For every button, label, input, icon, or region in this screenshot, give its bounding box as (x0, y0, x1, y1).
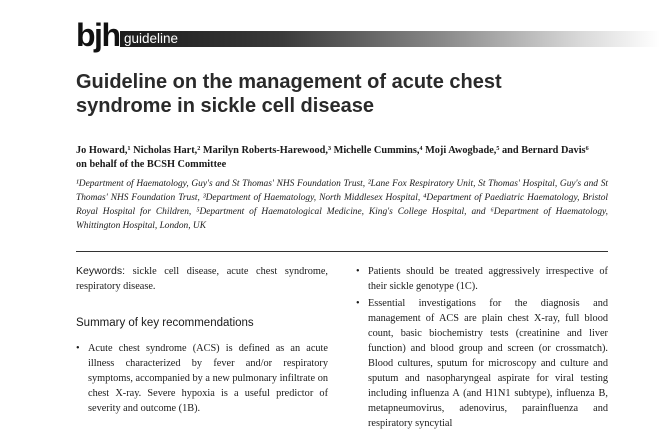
left-bullet-list (76, 341, 328, 416)
right-bullet-list (356, 264, 608, 431)
article-title: Guideline on the management of acute chest syndrome in sickle cell disease (76, 71, 502, 117)
list-item (356, 296, 608, 431)
author-list: Jo Howard,¹ Nicholas Hart,² Marilyn Roberts-Harewood,³ Michelle Cummins,⁴ Moji Awogbade,⁵ and Bernard Davis⁶ on behalf of the BCSH Committee (76, 145, 589, 170)
list-item-text: Patients should be treated aggressively irrespective of their sickle genotype (1C). (368, 266, 608, 292)
list-item (76, 341, 328, 416)
right-column (356, 264, 608, 433)
list-item (356, 264, 608, 294)
affiliations: ¹Department of Haematology, Guy's and St Thomas' NHS Foundation Trust, ²Lane Fox Respiratory Unit, St Thomas' Hospital, Guy's and St Thomas' NHS Foundation Trust, ³Department of Haematology, North Middlesex Hospital, ⁴Department of Paediatric Haematology, Bristol Royal Hospital for Children, ⁵Department of Haematological Medicine, King's College Hospital, and ⁶Department of Haematology, Whittington Hospital, London, UK (76, 179, 608, 231)
keywords-text: sickle cell disease, acute chest syndrome, respiratory disease. (76, 266, 328, 292)
summary-heading: Summary of key recommendations (76, 317, 254, 329)
section-label: guideline (124, 31, 179, 46)
left-column (76, 264, 328, 418)
list-item-text: Essential investigations for the diagnosis and management of ACS are plain chest X-ray, full blood count, basic biochemistry tests (creatinine and liver function) and blood group and screen (or crossmatch). Blood cultures, sputum for microscopy and culture and sputum and nasopharyngeal aspirate for viral testing including influenza A (and H1N1 subtype), influenza B, metapneumovirus, adenovirus, parainfluenza and respiratory syncytial (368, 298, 608, 429)
journal-header (76, 17, 660, 54)
section-bar (120, 31, 660, 47)
keywords-label: Keywords: (76, 265, 126, 277)
bullet-glyph: • (356, 266, 360, 277)
keywords (76, 264, 328, 294)
list-item-text: Acute chest syndrome (ACS) is defined as an acute illness characterized by fever and/or respiratory symptoms, accompanied by a new pulmonary infiltrate on chest X-ray. Severe hypoxia is a useful predictor of severity and outcome (1B). (88, 343, 328, 414)
divider (76, 251, 608, 252)
journal-logo: bjh (76, 17, 120, 53)
bullet-glyph: • (356, 298, 360, 309)
bullet-glyph: • (76, 343, 80, 354)
